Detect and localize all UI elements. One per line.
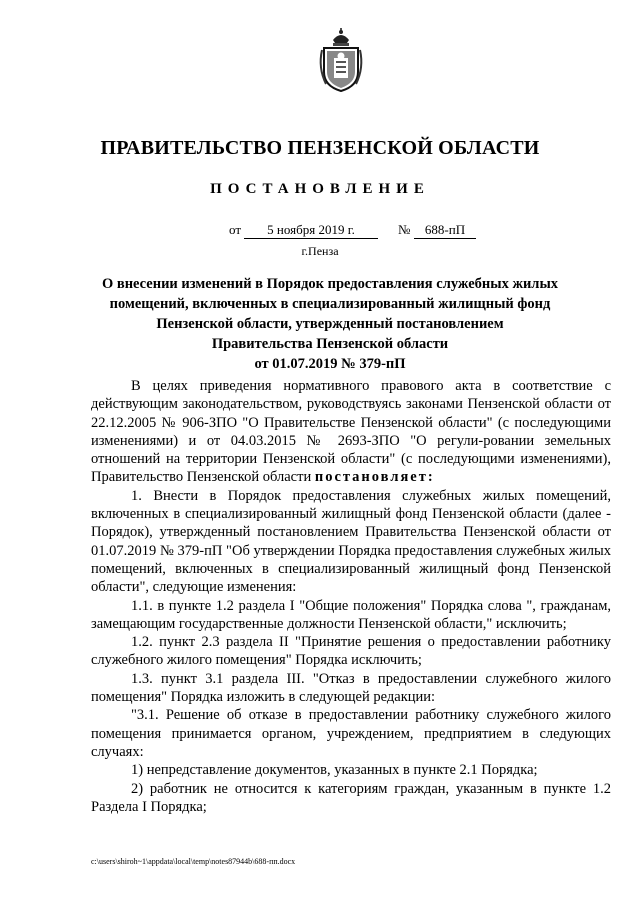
file-path-footer: c:\users\shiroh~1\appdata\local\temp\notes87944b\688-пп.docx — [91, 857, 296, 866]
subject-line: О внесении изменений в Порядок предоставления служебных жилых — [101, 276, 559, 292]
paragraph-1-3: 1.3. пункт 3.1 раздела III. "Отказ в предоставлении служебного жилого помещения" Порядка изложить в следующей редакции: — [91, 670, 611, 706]
document-subject — [95, 274, 565, 374]
subject-line: помещений, включенных в специализированный жилищный фонд — [109, 296, 551, 312]
document-number: 688-пП — [414, 222, 476, 239]
document-type: ПОСТАНОВЛЕНИЕ — [210, 181, 430, 197]
city-name: г.Пенза — [301, 244, 339, 258]
paragraph-1-2: 1.2. пункт 2.3 раздела II "Принятие решения о предоставлении работнику служебного жилого помещения" Порядка исключить; — [91, 634, 611, 669]
paragraph-1-1: 1.1. в пункте 1.2 раздела I "Общие положения" Порядка слова ", гражданам, замещающим государственные должности Пензенской области," исключить; — [91, 597, 611, 632]
list-item-2: 2) работник не относится к категориям граждан, указанным в пункте 1.2 Раздела I Порядка; — [91, 780, 611, 815]
number-prefix: № — [398, 222, 411, 237]
paragraph-3-1: "3.1. Решение об отказе в предоставлении работнику служебного жилого помещения принимается органом, учреждением, предприятием в следующих случаях: — [91, 707, 611, 760]
document-body — [91, 377, 611, 816]
intro-text: В целях приведения нормативного правового акта в соответствие с действующим законодательством, руководствуясь законами Пензенской области от 22.12.2005 № 906-ЗПО "О Правительстве Пензенской области" (с последующими изменениями) и от 04.03.2015 № 2693-ЗПО "О регули-ровании земельных отношений на территории Пензенской области" (с последующими изменениями), Правительство Пензенской области — [91, 378, 611, 486]
list-item-1: 1) непредставление документов, указанных в пункте 2.1 Порядка; — [131, 762, 538, 779]
decree-word: постановляет: — [314, 469, 435, 486]
subject-line: от 01.07.2019 № 379-пП — [254, 356, 406, 372]
subject-line: Правительства Пензенской области — [211, 336, 449, 352]
paragraph-1: 1. Внести в Порядок предоставления служебных жилых помещений, включенных в специализированный жилищный фонд Пензенской области (далее - Порядок), утвержденный постановлением Правительства Пензенской области от 01.07.2019 № 379-пП "Об утверждении Порядка предоставления служебных жилых помещений, включенных в специализированный жилищный фонд Пензенской области", следующие изменения: — [91, 487, 611, 596]
subject-line: Пензенской области, утвержденный постановлением — [156, 316, 504, 332]
organization-title: ПРАВИТЕЛЬСТВО ПЕНЗЕНСКОЙ ОБЛАСТИ — [100, 137, 540, 159]
date-prefix: от — [229, 222, 242, 237]
intro-paragraph — [91, 377, 611, 487]
document-date: 5 ноября 2019 г. — [244, 222, 378, 239]
coat-of-arms-icon — [316, 28, 366, 92]
